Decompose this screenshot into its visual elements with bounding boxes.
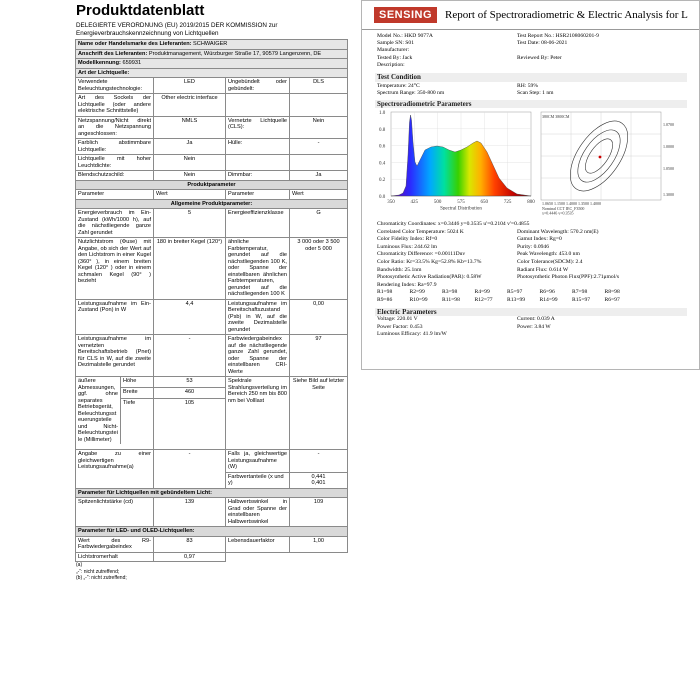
glare-value: Nein <box>154 171 226 181</box>
cls-label: Vernetzte Lichtquelle (CLS): <box>226 116 290 139</box>
x-caption: Spectral Distribution <box>440 206 482 211</box>
r-values-row-2 <box>377 297 637 305</box>
glare-label: Blendschutzschild: <box>76 171 154 181</box>
report-title: Report of Spectroradiometric & Electric Analysis for L <box>445 9 688 21</box>
col-param-1: Parameter <box>76 190 154 200</box>
chromaticity-difference: Chromaticity Difference: =0.00111Duv <box>377 251 466 258</box>
cri-value: 97 <box>290 335 348 377</box>
test-condition <box>362 82 699 98</box>
address-value: Produktmanagement, Würzburger Straße 17, 90579 Langenzenn, DE <box>148 50 322 57</box>
product-parameters-header: Produktparameter <box>76 180 348 190</box>
cls-value: Nein <box>290 116 348 139</box>
current: Current: 0.039 A <box>517 316 555 323</box>
scan-step: Scan Step: 1 nm <box>517 89 554 96</box>
sample-sn: Sample SN: S01 <box>377 40 414 47</box>
cie-tolerance-chart <box>539 110 685 215</box>
test-date: Test Date: 08-06-2021 <box>517 40 568 47</box>
y-tick-3: 0.6 <box>379 144 386 150</box>
cie-right-4: 1.3000 <box>663 192 674 198</box>
x-tick-1: 350 <box>387 200 395 206</box>
test-report-no: Test Report No.: HSR2108060201-9 <box>517 33 599 39</box>
r5: R5=97 <box>507 289 523 296</box>
mains-value: NMLS <box>154 116 226 139</box>
relative-humidity: RH: 59% <box>517 82 538 89</box>
r4: R4=99 <box>474 289 490 296</box>
y-tick-5: 0.2 <box>379 178 386 184</box>
lifetime-factor-label: Lebensdauerfaktor <box>226 536 290 552</box>
supplier-label: Name oder Handelsmarke des Lieferanten: <box>78 41 192 48</box>
spectro-report <box>361 0 700 370</box>
y-tick-6: 0.0 <box>379 195 386 201</box>
led-oled-header: Parameter für LED- und OLED-Lichtquellen: <box>76 527 348 537</box>
useful-flux-label: Nutzlichtstrom (Φuse) mit Angabe, ob sich der Wert auf den Lichtstrom in einer Kugel (360° ), in einem breiten Kegel (120° ) oder in einem schmalen Kegel (90° ) bezieht <box>76 238 154 300</box>
tested-by: Tested By: Jack <box>377 54 413 61</box>
r12: R12=77 <box>474 296 493 303</box>
y-tick-2: 0.8 <box>379 127 386 133</box>
dimmable-value: Ja <box>290 171 348 181</box>
charts-area <box>375 108 699 221</box>
luminous-efficacy: Luminous Efficacy: 41.9 lm/W <box>377 331 447 338</box>
beam-angle-value: 109 <box>290 498 348 527</box>
supplier-value: SCHWAIGER <box>193 41 228 48</box>
electric-params-title: Electric Parameters <box>375 308 687 317</box>
measured-point <box>599 156 602 159</box>
cie-top-label: 380CM 3800CM <box>542 114 570 120</box>
width-label: Breite <box>121 388 153 399</box>
r-values-row-1 <box>377 289 637 297</box>
chromaticity-label: Farbwertanteile (x und y) <box>226 472 290 488</box>
r2: R2=99 <box>409 289 425 296</box>
footnote-a: (a) <box>76 562 83 569</box>
envelope-label: Hülle: <box>226 139 290 155</box>
r8: R8=98 <box>604 289 620 296</box>
bundling-label: Ungebündelt oder gebündelt: <box>226 78 290 94</box>
product-datasheet <box>75 0 347 581</box>
purity: Purity: 0.0946 <box>517 243 550 250</box>
dimensions-label: äußere Abmessungen, ggf. ohne separates Betriebsgerät, Beleuchtungssteuerungsteile und Nicht-Beleuchtungsteile (Millimeter) <box>76 377 121 444</box>
cri-label: Farbwiedergabeindex auf die nächstliegende ganze Zahl gerundet, oder Spanne der einstellbaren CRI-Werte <box>226 335 290 377</box>
ppf: Photosynthetic Photon Flux(PPF):2.71μmol/s <box>517 274 619 281</box>
test-condition-title: Test Condition <box>375 73 687 82</box>
col-wert-1: Wert <box>154 190 226 200</box>
y-tick-labels <box>379 111 386 200</box>
standby-power-label: Leistungsaufnahme im Bereitschaftszustand (Psb) in W, auf die zweite Dezimalstelle gerundet <box>226 299 290 335</box>
peak-wavelength: Peak Wavelength: 453.0 nm <box>517 251 580 258</box>
spectral-distribution-chart <box>377 110 537 210</box>
address-label: Anschrift des Lieferanten: <box>78 50 148 57</box>
cct-value: 3 000 oder 3 500 oder 5 000 <box>290 238 348 300</box>
energy-consumption-label: Energieverbrauch im Ein-Zustand (kWh/1000 h), auf die nächstliegende ganze Zahl gerundet <box>76 209 154 238</box>
height-label: Höhe <box>121 377 153 388</box>
r9-value: 83 <box>154 536 226 552</box>
gamut-index: Gamut Index: Rg=0 <box>517 236 562 243</box>
x-tick-7: 800 <box>527 200 535 206</box>
mains-label: Netzspannung/Nicht direkt an die Netzspannung angeschlossen: <box>76 116 154 139</box>
flux-maintenance-label: Lichtstromerhalt <box>76 552 154 562</box>
x-tick-2: 425 <box>410 200 419 206</box>
tunable-label: Farblich abstimmbare Lichtquelle: <box>76 139 154 155</box>
tunable-value: Ja <box>154 139 226 155</box>
dominant-wavelength: Dominant Wavelength: 570.2 nm(E) <box>517 228 599 235</box>
useful-flux-value: 180 in breiter Kegel (120°) <box>154 238 226 300</box>
col-param-2: Parameter <box>226 190 290 200</box>
spectral-label: Spektrale Strahlungsverteilung im Bereich 250 nm bis 800 nm bei Volllast <box>226 377 290 450</box>
spectrum-range: Spectrum Range: 350-800 nm <box>377 89 445 96</box>
x-tick-4: 575 <box>457 200 465 206</box>
datasheet-table <box>75 39 348 562</box>
high-luminance-value: Nein <box>154 155 226 171</box>
peak-intensity-label: Spitzenlichtstärke (cd) <box>76 498 154 527</box>
sensing-logo: SENSING <box>374 7 437 23</box>
power: Power: 3.84 W <box>517 323 551 330</box>
reviewed-by: Reviewed By: Peter <box>517 54 562 61</box>
report-meta <box>362 30 699 71</box>
r15: R15=97 <box>572 296 591 303</box>
flux-maintenance-value: 0,97 <box>154 552 226 562</box>
y-tick-4: 0.4 <box>379 161 386 167</box>
footnote-2: (b) „-“: nicht zutreffend; <box>76 575 127 581</box>
efficiency-class-label: Energieeffizienzklasse <box>226 209 290 238</box>
efficiency-class-value: G <box>290 209 348 238</box>
x-tick-5: 650 <box>480 200 489 206</box>
r3: R3=98 <box>442 289 458 296</box>
color-tolerance: Color Tolerance(SDCM): 2.4 <box>517 258 583 265</box>
model-value: 659931 <box>122 60 142 67</box>
x-tick-3: 500 <box>433 200 442 206</box>
r10: R10=99 <box>409 296 428 303</box>
bandwidth: Bandwidth: 25.1nm <box>377 266 422 273</box>
x-tick-labels <box>387 200 535 210</box>
r9-label: Wert des R9-Farbwiedergabeindex <box>76 536 154 552</box>
energy-consumption-value: 5 <box>154 209 226 238</box>
on-power-label: Leistungsaufnahme im Ein-Zustand (Pon) in W <box>76 299 154 335</box>
footnote-1: „-“: nicht zutreffend; <box>76 568 120 575</box>
on-power-value: 4,4 <box>154 299 226 335</box>
dimmable-label: Dimmbar: <box>226 171 290 181</box>
tech-value: LED <box>154 78 226 94</box>
r9: R9=86 <box>377 296 393 303</box>
cct-report: Correlated Color Temperature: 5024 K <box>377 228 464 235</box>
rendering-index: Rendering Index: Ra=97.9 <box>377 281 437 288</box>
high-luminance-label: Lichtquelle mit hoher Leuchtdichte: <box>76 155 154 171</box>
r16: R6=97 <box>604 296 620 303</box>
socket-value: Other electric interface <box>154 94 226 117</box>
temperature: Temperature: 24°C <box>377 82 420 89</box>
equivalent-watts-value: - <box>290 450 348 473</box>
depth-label: Tiefe <box>123 400 136 407</box>
luminous-flux: Luminous Flux: 244.62 lm <box>377 243 437 250</box>
report-header <box>362 1 699 30</box>
model-no: Model No.: HKD 9077A <box>377 33 433 39</box>
r14: R14=99 <box>539 296 558 303</box>
network-standby-value: - <box>154 335 226 377</box>
standby-power-value: 0,00 <box>290 299 348 335</box>
tech-label: Verwendete Beleuchtungstechnologie: <box>76 78 154 94</box>
general-parameters-header: Allgemeine Produktparameter: <box>76 199 348 209</box>
y-tick-1: 1.0 <box>379 111 386 117</box>
beam-angle-label: Halbwertswinkel in Grad oder Spanne der einstellbaren Halbwertswinkel <box>226 498 290 527</box>
directional-header: Parameter für Lichtquellen mit gebündeltem Licht: <box>76 488 348 498</box>
cie-caption-2: x=0.4446 y=0.3535 <box>542 210 574 216</box>
regulation-subtitle: DELEGIERTE VERORDNUNG (EU) 2019/2015 DER KOMMISSION zur Energieverbrauchskennzeichnung von Lichtquellen <box>76 22 278 37</box>
socket-label: Art des Sockels der Lichtquelle (oder andere elektrische Schnittstelle) <box>76 94 154 117</box>
chromaticity-coordinates: Chromaticity Coordinates: x=0.3446 y=0.3535 u'=0.2104 v'=0.4855 <box>377 221 530 228</box>
r6: R6=96 <box>539 289 555 296</box>
chromaticity-x-value: 0,441 <box>311 473 326 480</box>
envelope-value: - <box>290 139 348 155</box>
spectral-value: Siehe Bild auf letzter Seite <box>290 377 348 450</box>
equivalent-power-label: Angabe zu einer gleichwertigen Leistungsaufnahme(a) <box>76 450 154 489</box>
manufacturer: Manufacturer: <box>377 47 409 54</box>
model-label: Modellkennung: <box>78 60 121 67</box>
col-wert-2: Wert <box>290 190 348 200</box>
color-ratio: Color Ratio: Kr=33.5% Kg=52.8% Kb=13.7% <box>377 258 482 265</box>
r1: R1=98 <box>377 289 393 296</box>
spectro-params-title: Spectroradiometric Parameters <box>375 100 687 109</box>
cie-caption-1: Nominal CCT IEC_F3500 <box>542 206 585 212</box>
peak-intensity-value: 139 <box>154 498 226 527</box>
cie-right-1: 1.0700 <box>663 122 674 128</box>
equivalent-watts-label: Falls ja, gleichwertige Leistungsaufnahme (W) <box>226 450 290 473</box>
color-fidelity: Color Fidelity Index: Rf=0 <box>377 236 438 243</box>
cie-right-3: 1.0500 <box>663 166 674 172</box>
chromaticity-y-value: 0,401 <box>311 480 326 487</box>
r11: R11=98 <box>442 296 460 303</box>
light-type-header: Art der Lichtquelle: <box>76 68 348 78</box>
cct-label: ähnliche Farbtemperatur, gerundet auf die nächstliegenden 100 K, oder Spanne der einstellbaren ähnlichen Farbtemperaturen, gerundet auf die nächstliegenden 100 K <box>226 238 290 300</box>
depth-value: 105 <box>154 399 226 450</box>
par: Photosynthetic Active Radiation(PAR): 0.58W <box>377 274 482 281</box>
page-title: Produktdatenblatt <box>76 2 205 19</box>
voltage: Voltage: 220.01 V <box>377 316 418 323</box>
network-standby-label: Leistungsaufnahme im vernetzten Bereitschaftsbetrieb (Pnet) für CLS in W, auf die zweite Dezimalstelle gerundet <box>76 335 154 377</box>
spectro-values <box>362 221 699 305</box>
cie-bottom-label: 1.0650 1.1500 1.4000 1.3500 1.4000 <box>542 201 601 207</box>
bundling-value: DLS <box>290 78 348 94</box>
cie-right-2: 1.0000 <box>663 144 674 150</box>
x-tick-6: 725 <box>503 200 512 206</box>
lifetime-factor-value: 1,00 <box>290 536 348 552</box>
radiant-flux: Radiant Flux: 0.614 W <box>517 266 569 273</box>
power-factor: Power Factor: 0.453 <box>377 323 423 330</box>
electric-values <box>362 316 699 339</box>
height-value: 53 <box>154 377 226 388</box>
description: Description: <box>377 61 405 68</box>
r7: R7=98 <box>572 289 588 296</box>
width-value: 460 <box>154 388 226 399</box>
r13: R13=99 <box>507 296 526 303</box>
equivalent-power-value: - <box>154 450 226 489</box>
